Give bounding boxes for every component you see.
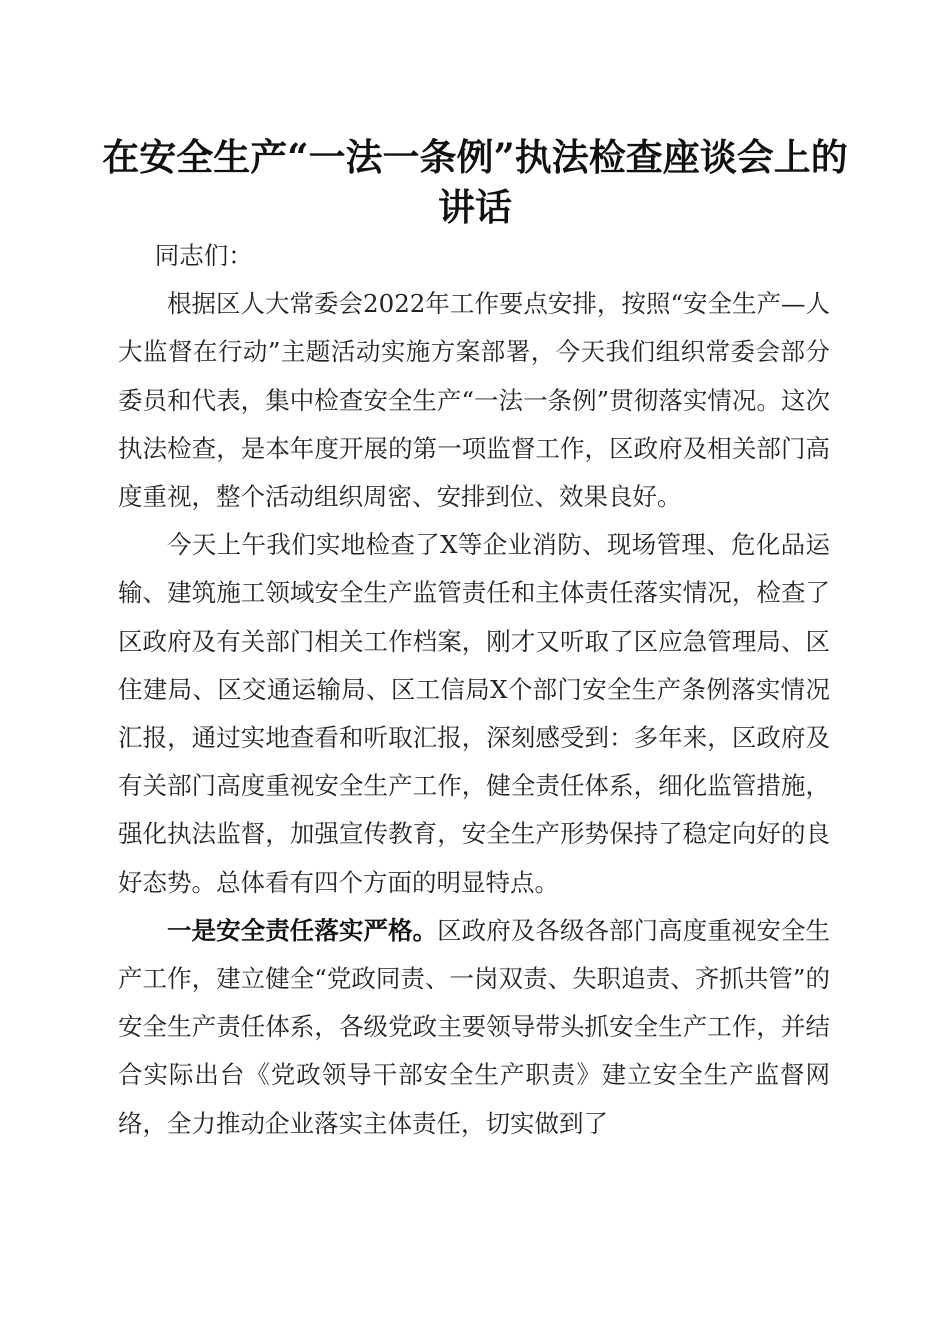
paragraph-3 xyxy=(118,907,830,1148)
document-title: 在安全生产“一法一条例”执法检查座谈会上的讲话 xyxy=(102,135,848,229)
paragraph-3-lead: 一是安全责任落实严格。 xyxy=(167,915,438,945)
paragraph-1 xyxy=(118,280,830,521)
paragraph-1-text: 根据区人大常委会2022年工作要点安排，按照“安全生产—人大监督在行动”主题活动实施方案部署，今天我们组织常委会部分委员和代表，集中检查安全生产“一法一条例”贯彻落实情况。这次执法检查，是本年度开展的第一项监督工作，区政府及相关部门高度重视，整个活动组织周密、安排到位、效果良好。 xyxy=(118,289,830,512)
paragraph-3-text: 区政府及各级各部门高度重视安全生产工作，建立健全“党政同责、一岗双责、失职追责、齐抓共管”的安全生产责任体系，各级党政主要领导带头抓安全生产工作，并结合实际出台《党政领导干部安全生产职责》建立安全生产监督网络，全力推动企业落实主体责任，切实做到了 xyxy=(118,915,831,1138)
salutation: 同志们： xyxy=(154,241,253,270)
paragraph-2 xyxy=(118,521,830,907)
paragraph-2-text: 今天上午我们实地检查了X等企业消防、现场管理、危化品运输、建筑施工领域安全生产监管责任和主体责任落实情况，检查了区政府及有关部门相关工作档案，刚才又听取了区应急管理局、区住建局、区交通运输局、区工信局X个部门安全生产条例落实情况汇报，通过实地查看和听取汇报，深刻感受到：多年来，区政府及有关部门高度重视安全生产工作，健全责任体系，细化监管措施，强化执法监督，加强宣传教育，安全生产形势保持了稳定向好的良好态势。总体看有四个方面的明显特点。 xyxy=(118,530,830,897)
document-body xyxy=(118,232,830,1148)
